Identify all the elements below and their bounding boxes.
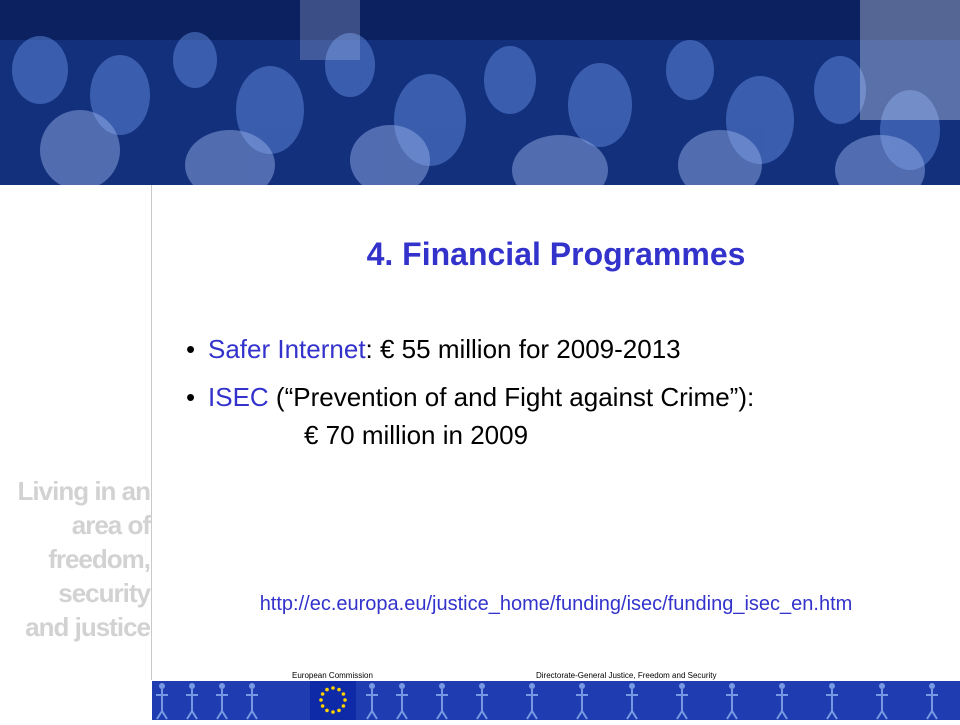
program-detail: : € 55 million for 2009-2013 (365, 334, 681, 364)
slogan-line: freedom, (48, 544, 150, 574)
footer-band (152, 681, 960, 720)
bullet-item-safer-internet (186, 332, 946, 366)
crowd-silhouettes (0, 0, 960, 185)
eu-stars (310, 681, 356, 720)
slogan-line: area of (71, 510, 150, 540)
eu-flag-icon (310, 681, 356, 720)
program-name: ISEC (208, 382, 269, 412)
sidebar-slogan (0, 474, 150, 644)
header-crowd-photo (0, 0, 960, 185)
bullet-list (186, 332, 946, 466)
footer-label-directorate: Directorate-General Justice, Freedom and Security (536, 671, 717, 680)
people-figures-pattern-icon (152, 681, 960, 720)
bullet-icon: • (186, 334, 196, 364)
bullet-icon: • (186, 382, 196, 412)
program-detail: (“Prevention of and Fight against Crime”): (268, 382, 755, 412)
funding-link[interactable]: http://ec.europa.eu/justice_home/funding/isec/funding_isec_en.htm (259, 593, 853, 615)
footer-label-commission: European Commission (292, 671, 373, 680)
footer-labels (152, 671, 960, 681)
isec-budget-line: € 70 million in 2009 (304, 420, 529, 450)
slogan-line: Living in an (17, 476, 150, 506)
program-name: Safer Internet (208, 334, 366, 364)
slide-title: 4. Financial Programmes (366, 236, 746, 272)
bullet-item-isec (186, 380, 946, 414)
slogan-line: and justice (25, 612, 150, 642)
slogan-line: security (58, 578, 150, 608)
